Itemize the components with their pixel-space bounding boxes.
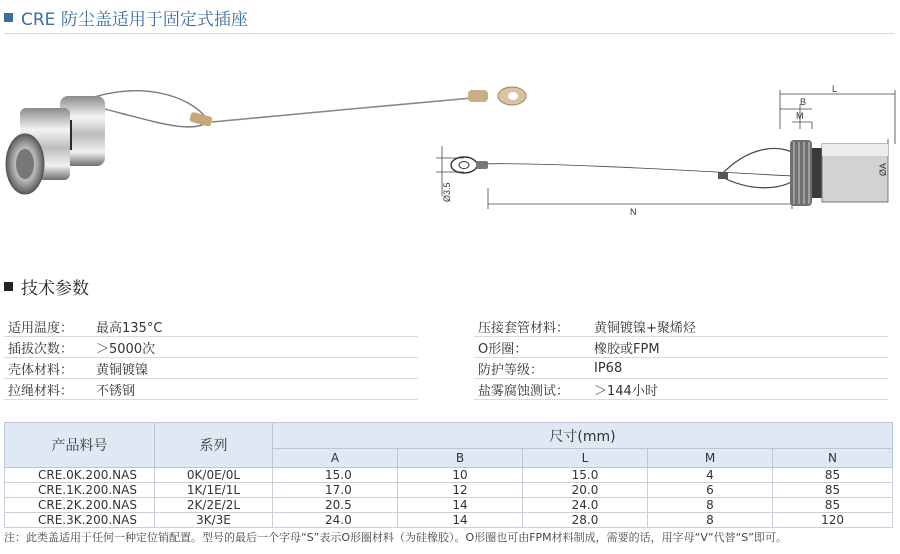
subheader-b: B bbox=[398, 449, 523, 468]
dimension-drawing bbox=[420, 84, 900, 234]
cell-l: 20.0 bbox=[523, 483, 648, 498]
subheader-l: L bbox=[523, 449, 648, 468]
params-right-list bbox=[474, 316, 888, 400]
param-row bbox=[4, 358, 418, 379]
param-key: 拉绳材料： bbox=[8, 383, 74, 399]
param-value: 橡胶或FPM bbox=[594, 341, 660, 357]
cell-a: 17.0 bbox=[273, 483, 398, 498]
param-row bbox=[4, 379, 418, 400]
cell-series: 2K/2E/2L bbox=[155, 498, 273, 513]
title-divider bbox=[4, 33, 894, 34]
tech-params-header bbox=[4, 274, 89, 299]
cell-b: 12 bbox=[398, 483, 523, 498]
cell-a: 15.0 bbox=[273, 468, 398, 483]
param-row bbox=[4, 337, 418, 358]
title-square-icon bbox=[4, 13, 13, 22]
cell-series: 3K/3E bbox=[155, 513, 273, 528]
cell-series: 0K/0E/0L bbox=[155, 468, 273, 483]
label-b: B bbox=[800, 97, 807, 107]
label-m: M bbox=[796, 111, 804, 121]
params-left-list bbox=[4, 316, 418, 400]
table-row bbox=[5, 513, 893, 528]
cell-l: 15.0 bbox=[523, 468, 648, 483]
spec-table bbox=[4, 422, 893, 528]
cell-n: 85 bbox=[773, 498, 893, 513]
param-value: IP68 bbox=[594, 360, 623, 376]
param-value: 黄铜镀镍 bbox=[96, 362, 149, 378]
header-dims: 尺寸(mm) bbox=[273, 423, 893, 449]
cell-b: 10 bbox=[398, 468, 523, 483]
param-key: 插拔次数： bbox=[8, 341, 74, 357]
cell-m: 8 bbox=[648, 513, 773, 528]
param-key: 防护等级： bbox=[478, 362, 544, 378]
table-row bbox=[5, 483, 893, 498]
param-value: 不锈钢 bbox=[96, 383, 136, 399]
label-n: N bbox=[630, 207, 637, 217]
param-value: 最高135°C bbox=[96, 320, 163, 336]
cell-m: 6 bbox=[648, 483, 773, 498]
label-diam-a: ØA bbox=[878, 162, 888, 176]
page-title: CRE 防尘盖适用于固定式插座 bbox=[21, 10, 248, 30]
label-diam-3-5: Ø3.5 bbox=[442, 182, 452, 202]
tech-params-title: 技术参数 bbox=[21, 279, 89, 299]
header-series: 系列 bbox=[155, 423, 273, 468]
cell-l: 28.0 bbox=[523, 513, 648, 528]
cell-n: 120 bbox=[773, 513, 893, 528]
param-value: 黄铜镀镍+聚烯烃 bbox=[594, 320, 696, 336]
cell-a: 20.5 bbox=[273, 498, 398, 513]
param-key: 壳体材料： bbox=[8, 362, 74, 378]
cell-a: 24.0 bbox=[273, 513, 398, 528]
param-key: 适用温度： bbox=[8, 320, 74, 336]
cell-part: CRE.2K.200.NAS bbox=[5, 498, 155, 513]
param-key: O形圈： bbox=[478, 341, 528, 357]
cell-b: 14 bbox=[398, 513, 523, 528]
subheader-m: M bbox=[648, 449, 773, 468]
cell-series: 1K/1E/1L bbox=[155, 483, 273, 498]
cell-n: 85 bbox=[773, 468, 893, 483]
param-row bbox=[474, 316, 888, 337]
cell-b: 14 bbox=[398, 498, 523, 513]
header-part: 产品料号 bbox=[5, 423, 155, 468]
subheader-n: N bbox=[773, 449, 893, 468]
cell-m: 4 bbox=[648, 468, 773, 483]
table-row bbox=[5, 498, 893, 513]
param-value: ＞144小时 bbox=[594, 383, 658, 399]
param-row bbox=[474, 358, 888, 379]
cell-part: CRE.0K.200.NAS bbox=[5, 468, 155, 483]
cell-m: 8 bbox=[648, 498, 773, 513]
cell-n: 85 bbox=[773, 483, 893, 498]
param-row bbox=[4, 316, 418, 337]
subheader-a: A bbox=[273, 449, 398, 468]
param-value: ＞5000次 bbox=[96, 341, 156, 357]
cell-part: CRE.1K.200.NAS bbox=[5, 483, 155, 498]
cell-part: CRE.3K.200.NAS bbox=[5, 513, 155, 528]
page-title-header bbox=[4, 5, 248, 30]
param-row bbox=[474, 379, 888, 400]
label-l: L bbox=[832, 84, 838, 94]
tech-square-icon bbox=[4, 282, 13, 291]
footnote: 注：此类盖适用于任何一种定位销配置。型号的最后一个字母“S”表示O形圈材料（为硅橡胶）。O形圈也可由FPM材料制成，需要的话，用字母“V”代替“S”即可。 bbox=[4, 531, 787, 544]
param-key: 压接套管材料： bbox=[478, 320, 570, 336]
param-row bbox=[474, 337, 888, 358]
param-key: 盐雾腐蚀测试： bbox=[478, 383, 570, 399]
table-row bbox=[5, 468, 893, 483]
cell-l: 24.0 bbox=[523, 498, 648, 513]
